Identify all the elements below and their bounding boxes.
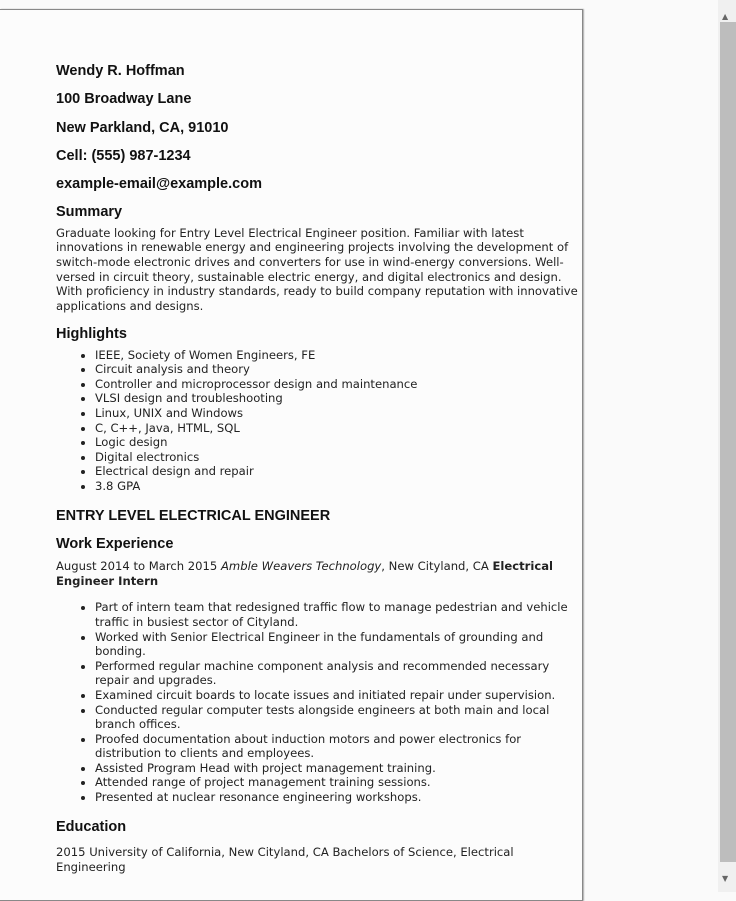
work-heading: Work Experience bbox=[56, 535, 174, 552]
list-item: • Worked with Senior Electrical Engineer in the fundamentals of grounding and bonding. bbox=[95, 630, 568, 659]
list-item: • Controller and microprocessor design and maintenance bbox=[95, 377, 578, 392]
list-item: • Linux, UNIX and Windows bbox=[95, 406, 578, 421]
list-item: • Circuit analysis and theory bbox=[95, 362, 578, 377]
list-item: • Logic design bbox=[95, 435, 578, 450]
resume-page bbox=[0, 9, 583, 901]
work-location: , New Cityland, CA bbox=[381, 559, 489, 574]
resume-content bbox=[56, 62, 578, 882]
contact-email: example-email@example.com bbox=[56, 176, 262, 193]
work-company: Amble Weavers Technology bbox=[221, 559, 382, 574]
work-dates: August 2014 to March 2015 bbox=[56, 559, 218, 574]
list-item: • Electrical design and repair bbox=[95, 464, 578, 479]
work-list bbox=[56, 600, 578, 804]
list-item: • Assisted Program Head with project management training. bbox=[95, 761, 568, 776]
list-item: • C, C++, Java, HTML, SQL bbox=[95, 421, 578, 436]
job-title: ENTRY LEVEL ELECTRICAL ENGINEER bbox=[56, 507, 331, 524]
list-item: • Examined circuit boards to locate issues and initiated repair under supervision. bbox=[95, 688, 568, 703]
education-heading: Education bbox=[56, 818, 127, 835]
list-item: • Proofed documentation about induction motors and power electronics for distribution to clients and employees. bbox=[95, 732, 568, 761]
list-item: • Part of intern team that redesigned traffic flow to manage pedestrian and vehicle traffic in busiest sector of Cityland. bbox=[95, 600, 568, 629]
list-item: • IEEE, Society of Women Engineers, FE bbox=[95, 348, 578, 363]
list-item: • Attended range of project management training sessions. bbox=[95, 775, 568, 790]
list-item: • Conducted regular computer tests alongside engineers at both main and local branch offices. bbox=[95, 703, 568, 732]
scroll-up-arrow-icon[interactable]: ▲ bbox=[722, 12, 729, 21]
contact-name: Wendy R. Hoffman bbox=[56, 63, 185, 79]
highlights-list bbox=[56, 348, 578, 494]
scroll-down-arrow-icon[interactable]: ▼ bbox=[722, 874, 729, 883]
summary-heading: Summary bbox=[56, 204, 123, 221]
work-entry-header bbox=[56, 559, 578, 588]
highlights-heading: Highlights bbox=[56, 326, 127, 343]
summary-text: Graduate looking for Entry Level Electrical Engineer position. Familiar with latest innovations in renewable energy and engineering projects involving the development of switch-mode electronic drives and converters for use in wind-energy conversions. Well-versed in circuit theory, sustainable electric energy, and digital electronics and design. With proficiency in industry standards, ready to build company reputation with innovative applications and designs. bbox=[56, 225, 578, 313]
list-item: • Digital electronics bbox=[95, 450, 578, 465]
scrollbar-thumb[interactable] bbox=[720, 22, 736, 862]
list-item: • Performed regular machine component analysis and recommended necessary repair and upgrades. bbox=[95, 659, 568, 688]
list-item: • 3.8 GPA bbox=[95, 479, 578, 494]
list-item: • Presented at nuclear resonance engineering workshops. bbox=[95, 790, 568, 805]
work-role: Electrical Engineer Intern bbox=[56, 559, 554, 588]
contact-phone: Cell: (555) 987-1234 bbox=[56, 147, 191, 164]
vertical-scrollbar[interactable] bbox=[718, 0, 736, 892]
education-text: 2015 University of California, New Cityland, CA Bachelors of Science, Electrical Engineering bbox=[56, 844, 514, 874]
list-item: • VLSI design and troubleshooting bbox=[95, 391, 578, 406]
contact-address: 100 Broadway Lane bbox=[56, 91, 192, 108]
contact-city: New Parkland, CA, 91010 bbox=[56, 119, 229, 136]
